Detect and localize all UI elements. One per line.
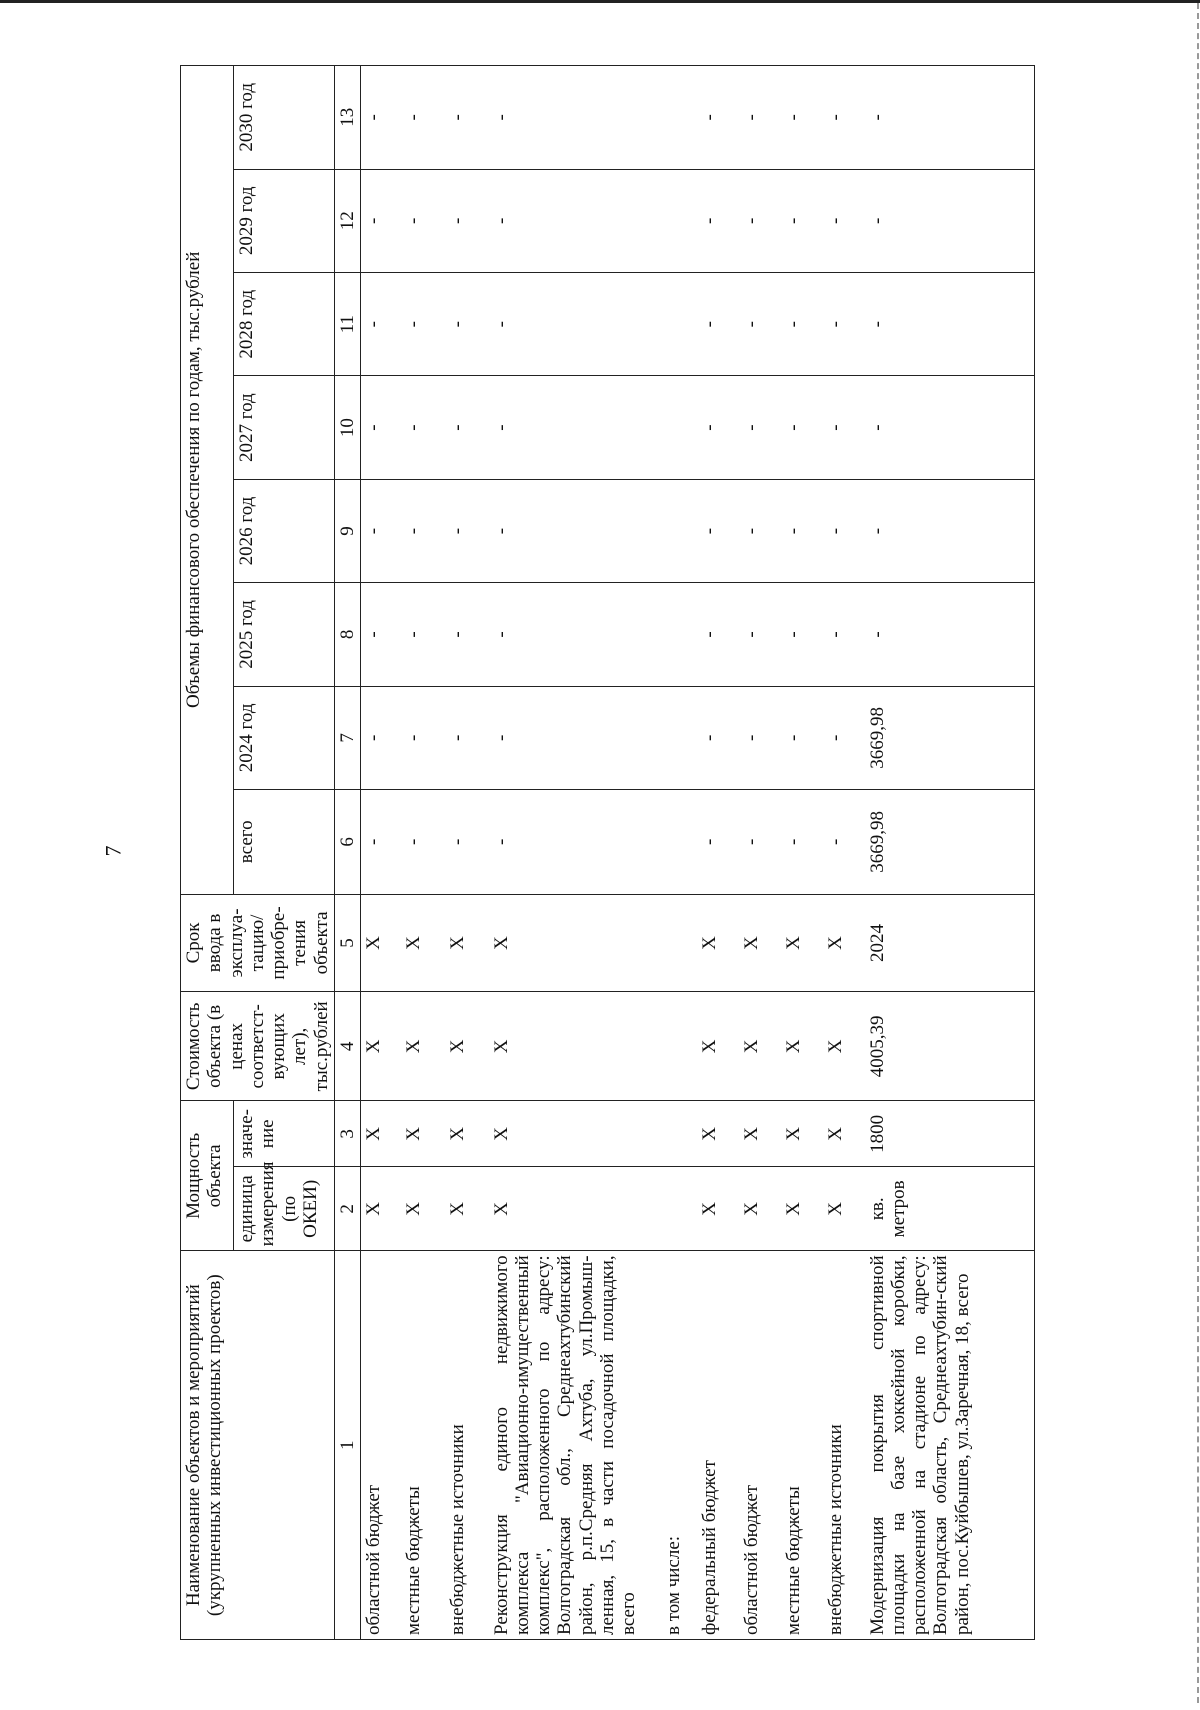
col-number: 7 [334,686,360,789]
cell-col-11: - [401,273,445,376]
cell-col-13: - [401,66,445,170]
cell-col-8: - [865,583,1035,686]
cell-col-6: - [697,790,739,895]
cell-col-12: - [781,169,823,272]
table-row [445,66,489,1640]
cell-col-10: - [361,376,401,479]
cell-col-4: Х [781,992,823,1101]
cell-col-8: - [781,583,823,686]
table-row [489,66,661,1640]
cell-col-8: - [739,583,781,686]
table-row [697,66,739,1640]
cell-col-2: Х [739,1167,781,1251]
cell-col-3: Х [781,1101,823,1167]
header-year: 2027 год [234,376,335,479]
cell-col-7 [661,686,697,789]
top-border-line [0,0,1200,3]
cell-col-7: - [823,686,865,789]
cell-col-11: - [489,273,661,376]
cell-col-4: 4005,39 [865,992,1035,1101]
cell-col-9: - [401,479,445,582]
cell-col-3: Х [361,1101,401,1167]
cell-col-12: - [401,169,445,272]
cell-col-10: - [489,376,661,479]
financing-table [180,65,1035,1640]
header-year: 2025 год [234,583,335,686]
row-name: федеральный бюджет [697,1251,739,1640]
cell-col-6: - [823,790,865,895]
cell-col-8 [661,583,697,686]
cell-col-7: - [401,686,445,789]
table-row [661,66,697,1640]
cell-col-12: - [739,169,781,272]
cell-col-10: - [781,376,823,479]
row-name: местные бюджеты [401,1251,445,1640]
col-number: 10 [334,376,360,479]
header-unit: единица измерения (по ОКЕИ) [234,1167,335,1251]
cell-col-2: кв. метров [865,1167,1035,1251]
cell-col-13: - [697,66,739,170]
cell-col-4: Х [739,992,781,1101]
cell-col-4: Х [697,992,739,1101]
cell-col-2: Х [697,1167,739,1251]
cell-col-9: - [823,479,865,582]
cell-col-7: - [697,686,739,789]
cell-col-4: Х [445,992,489,1101]
cell-col-9: - [865,479,1035,582]
cell-col-11: - [781,273,823,376]
cell-col-7: - [739,686,781,789]
cell-col-10: - [865,376,1035,479]
cell-col-10: - [697,376,739,479]
cell-col-9: - [739,479,781,582]
cell-col-7: - [781,686,823,789]
header-capacity: Мощность объекта [181,1101,234,1251]
cell-col-9: - [697,479,739,582]
cell-col-13: - [823,66,865,170]
cell-col-8: - [361,583,401,686]
row-name: областной бюджет [739,1251,781,1640]
cell-col-12: - [697,169,739,272]
cell-col-6: - [781,790,823,895]
cell-col-5: Х [697,894,739,992]
header-year: 2030 год [234,66,335,170]
cell-col-6 [661,790,697,895]
header-term: Срок ввода в эксплуа-тацию/ приобре-тения объекта [181,894,335,992]
column-number-row [334,66,360,1640]
cell-col-11: - [739,273,781,376]
cell-col-5: Х [739,894,781,992]
cell-col-11: - [865,273,1035,376]
cell-col-9 [661,479,697,582]
cell-col-10: - [445,376,489,479]
table-body [361,66,1035,1640]
cell-col-13: - [781,66,823,170]
col-number: 1 [334,1251,360,1640]
cell-col-2: Х [401,1167,445,1251]
cell-col-3: Х [739,1101,781,1167]
cell-col-12: - [361,169,401,272]
header-name: Наименование объектов и мероприятий (укрупненных инвестиционных проектов) [181,1251,335,1640]
cell-col-4: Х [823,992,865,1101]
cell-col-5: 2024 [865,894,1035,992]
cell-col-5: Х [361,894,401,992]
table-row [781,66,823,1640]
header-volumes: Объемы финансового обеспечения по годам, тыс.рублей [181,66,234,895]
cell-col-8: - [697,583,739,686]
cell-col-5 [661,894,697,992]
cell-col-10 [661,376,697,479]
cell-col-7: - [489,686,661,789]
cell-col-13: - [865,66,1035,170]
cell-col-7: - [445,686,489,789]
cell-col-6: - [401,790,445,895]
row-name: местные бюджеты [781,1251,823,1640]
col-number: 4 [334,992,360,1101]
cell-col-3: Х [823,1101,865,1167]
cell-col-4 [661,992,697,1101]
col-number: 13 [334,66,360,170]
cell-col-13: - [489,66,661,170]
cell-col-6: 3669,98 [865,790,1035,895]
cell-col-5: Х [445,894,489,992]
header-year: 2026 год [234,479,335,582]
header-year: 2024 год [234,686,335,789]
cell-col-3: Х [697,1101,739,1167]
cell-col-2: Х [445,1167,489,1251]
col-number: 2 [334,1167,360,1251]
row-name: внебюджетные источники [445,1251,489,1640]
cell-col-10: - [739,376,781,479]
cell-col-12: - [445,169,489,272]
cell-col-13 [661,66,697,170]
col-number: 9 [334,479,360,582]
cell-col-4: Х [489,992,661,1101]
cell-col-3: Х [489,1101,661,1167]
cell-col-3: Х [401,1101,445,1167]
cell-col-12: - [865,169,1035,272]
cell-col-10: - [401,376,445,479]
table-row [823,66,865,1640]
cell-col-12: - [823,169,865,272]
cell-col-9: - [781,479,823,582]
cell-col-3: 1800 [865,1101,1035,1167]
cell-col-2: Х [489,1167,661,1251]
cell-col-6: - [361,790,401,895]
header-cost: Стоимость объекта (в ценах соответст-вующих лет), тыс.рублей [181,992,335,1101]
cell-col-9: - [489,479,661,582]
cell-col-11: - [823,273,865,376]
cell-col-6: - [489,790,661,895]
cell-col-12 [661,169,697,272]
cell-col-3: Х [445,1101,489,1167]
cell-col-8: - [823,583,865,686]
cell-col-7: - [361,686,401,789]
row-name: внебюджетные источники [823,1251,865,1640]
page-number: 7 [100,845,126,857]
col-number: 6 [334,790,360,895]
col-number: 11 [334,273,360,376]
cell-col-8: - [445,583,489,686]
cell-col-6: - [739,790,781,895]
cell-col-2: Х [823,1167,865,1251]
col-number: 8 [334,583,360,686]
table-row [401,66,445,1640]
header-year: 2028 год [234,273,335,376]
header-value: значе-ние [234,1101,335,1167]
cell-col-10: - [823,376,865,479]
cell-col-4: Х [361,992,401,1101]
cell-col-4: Х [401,992,445,1101]
cell-col-5: Х [489,894,661,992]
cell-col-11: - [445,273,489,376]
row-name: Реконструкция единого недвижимого комплекса "Авиационно-имущественный комплекс", расположенного по адресу: Волгоградская обл., Среднеахтубинский район, р.п.Средняя Ахтуба, ул.Промыш-ленная, 15, в части посадочной площадки, всего [489,1251,661,1640]
col-number: 5 [334,894,360,992]
row-name: Модернизация покрытия спортивной площадки на базе хоккейной коробки, расположенной на стадионе по адресу: Волгоградская область, Среднеахтубин-ский район, пос.Куйбышев, ул.Заречная, 18, всего [865,1251,1035,1640]
header-year: 2029 год [234,169,335,272]
cell-col-11 [661,273,697,376]
cell-col-11: - [361,273,401,376]
cell-col-8: - [401,583,445,686]
header-total: всего [234,790,335,895]
cell-col-2 [661,1167,697,1251]
cell-col-13: - [739,66,781,170]
row-name: в том числе: [661,1251,697,1640]
col-number: 3 [334,1101,360,1167]
cell-col-6: - [445,790,489,895]
cell-col-13: - [361,66,401,170]
cell-col-2: Х [781,1167,823,1251]
cell-col-11: - [697,273,739,376]
cell-col-2: Х [361,1167,401,1251]
cell-col-5: Х [401,894,445,992]
row-name: областной бюджет [361,1251,401,1640]
cell-col-8: - [489,583,661,686]
col-number: 12 [334,169,360,272]
cell-col-9: - [445,479,489,582]
cell-col-5: Х [823,894,865,992]
table-row [865,66,1035,1640]
cell-col-9: - [361,479,401,582]
cell-col-12: - [489,169,661,272]
cell-col-7: 3669,98 [865,686,1035,789]
cell-col-3 [661,1101,697,1167]
cell-col-5: Х [781,894,823,992]
rotated-table-wrapper [180,65,1200,1640]
cell-col-13: - [445,66,489,170]
table-row [361,66,401,1640]
table-row [739,66,781,1640]
